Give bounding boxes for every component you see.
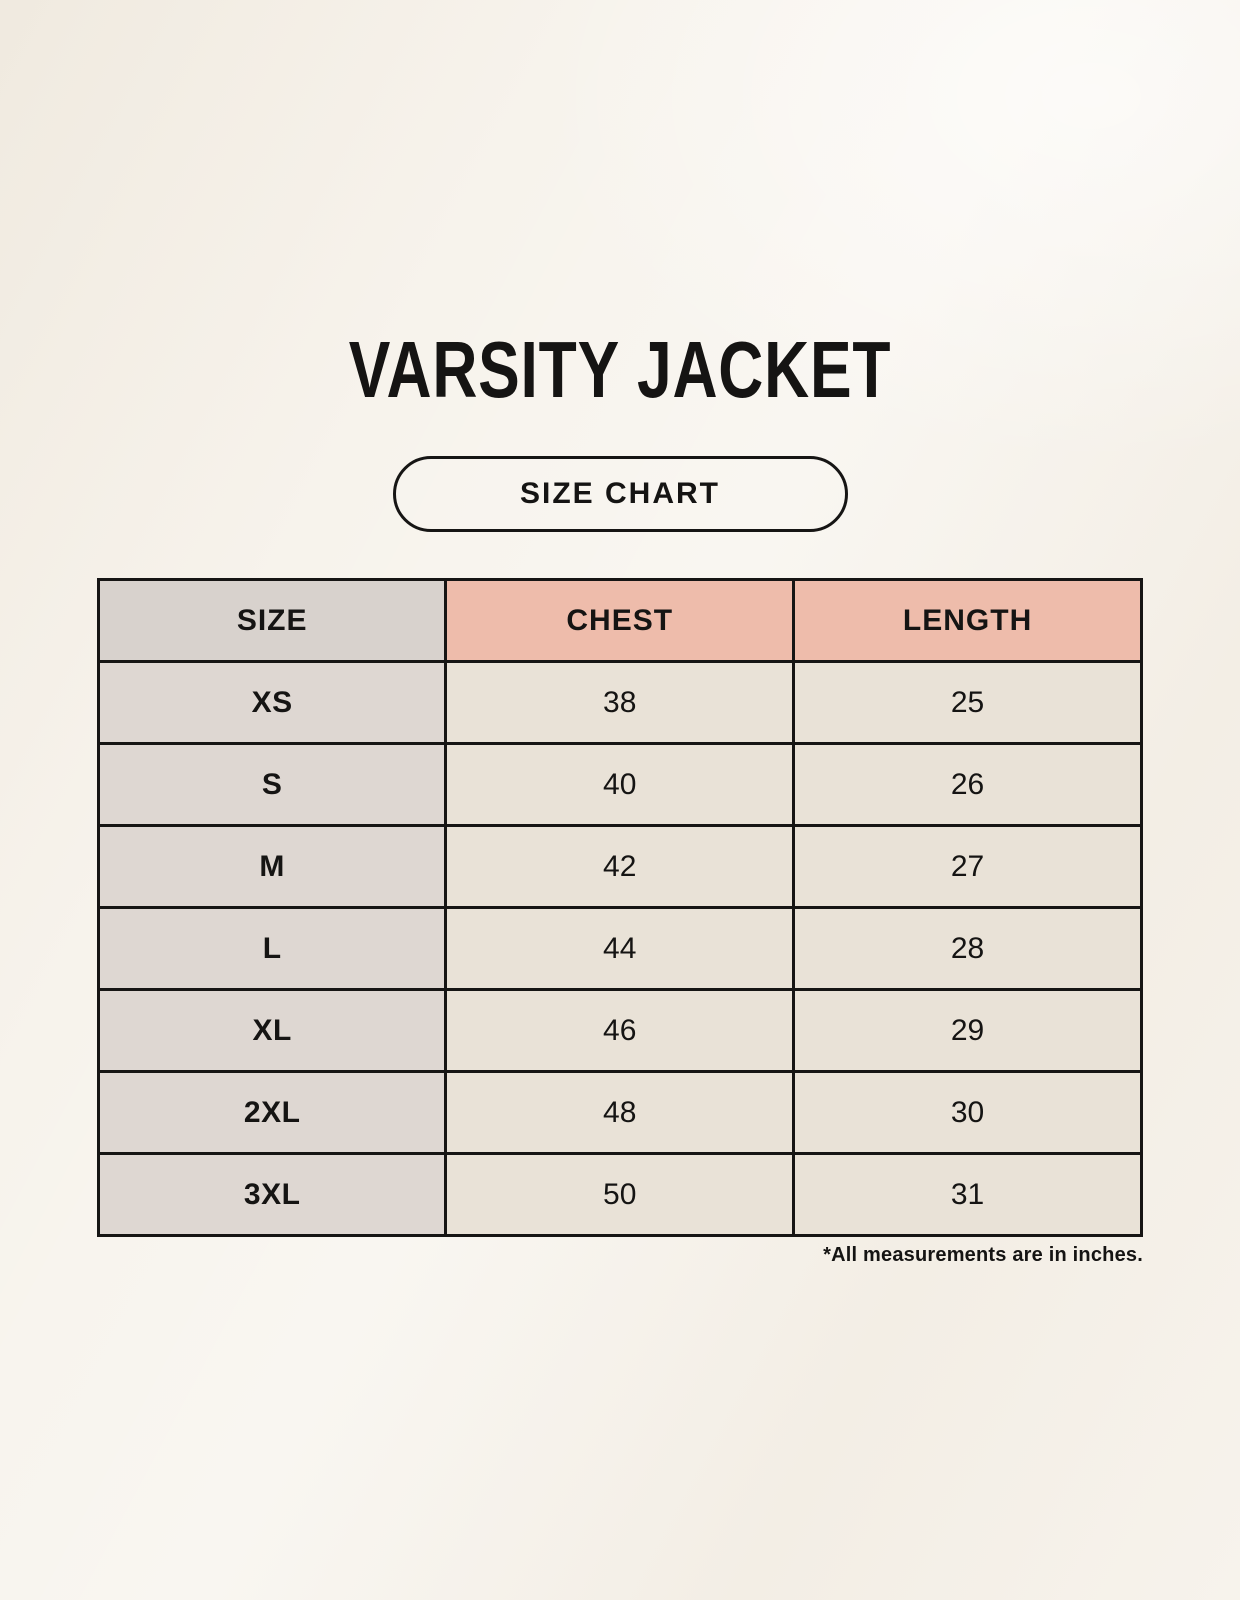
- table-row-xl: [99, 990, 1142, 1072]
- size-label: L: [99, 908, 446, 990]
- length-value: 26: [794, 744, 1142, 826]
- chest-value: 50: [446, 1154, 794, 1236]
- chest-value: 42: [446, 826, 794, 908]
- table-header-row: [99, 580, 1142, 662]
- table-row-2xl: [99, 1072, 1142, 1154]
- size-label: M: [99, 826, 446, 908]
- size-label: XS: [99, 662, 446, 744]
- table-row-s: [99, 744, 1142, 826]
- length-value: 27: [794, 826, 1142, 908]
- size-label: 2XL: [99, 1072, 446, 1154]
- chest-value: 38: [446, 662, 794, 744]
- size-label: XL: [99, 990, 446, 1072]
- chest-value: 48: [446, 1072, 794, 1154]
- chest-value: 40: [446, 744, 794, 826]
- table-row-m: [99, 826, 1142, 908]
- table-row-xs: [99, 662, 1142, 744]
- measurements-footnote: *All measurements are in inches.: [823, 1244, 1143, 1266]
- size-chart-button-label: SIZE CHART: [520, 477, 720, 510]
- length-value: 28: [794, 908, 1142, 990]
- table-row-3xl: [99, 1154, 1142, 1236]
- column-header-size: SIZE: [99, 580, 446, 662]
- size-label: 3XL: [99, 1154, 446, 1236]
- length-value: 29: [794, 990, 1142, 1072]
- length-value: 31: [794, 1154, 1142, 1236]
- size-chart-button[interactable]: [393, 456, 848, 532]
- size-chart-table: [97, 578, 1143, 1237]
- length-value: 25: [794, 662, 1142, 744]
- length-value: 30: [794, 1072, 1142, 1154]
- table-row-l: [99, 908, 1142, 990]
- column-header-length: LENGTH: [794, 580, 1142, 662]
- chest-value: 44: [446, 908, 794, 990]
- chest-value: 46: [446, 990, 794, 1072]
- column-header-chest: CHEST: [446, 580, 794, 662]
- product-title: VARSITY JACKET: [348, 325, 892, 414]
- size-label: S: [99, 744, 446, 826]
